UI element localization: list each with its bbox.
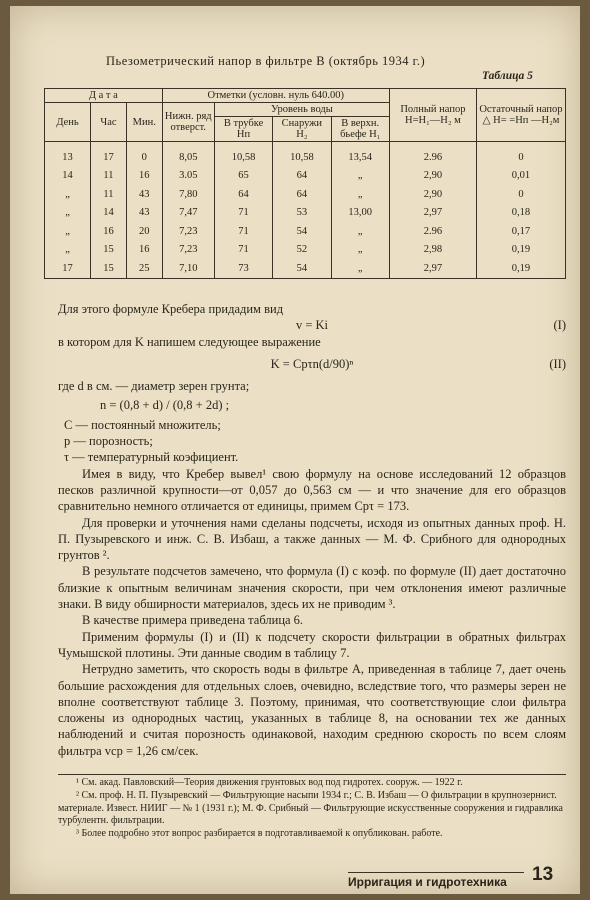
- cell-minute: 43: [126, 185, 162, 204]
- cell-lower: 7,10: [162, 259, 214, 278]
- formula-1: [58, 317, 566, 333]
- table-row: [45, 185, 566, 204]
- cell-hour: 15: [91, 241, 127, 260]
- cell-outside: 52: [273, 241, 331, 260]
- paragraph: Применим формулы (I) и (II) к подсчету скорости фильтрации в обратных фильтрах Чумышской плотины. Эти данные сводим в таблицу 7.: [58, 629, 566, 660]
- table-row: [45, 142, 566, 167]
- cell-minute: 43: [126, 204, 162, 223]
- cell-day: 13: [45, 142, 91, 167]
- cell-hour: 11: [91, 185, 127, 204]
- footnotes: [58, 774, 566, 841]
- cell-lower: 8,05: [162, 142, 214, 167]
- text-line: p — порозность;: [64, 434, 153, 449]
- paragraph: Нетрудно заметить, что скорость воды в фильтре А, приведенная в таблице 7, дает очень большие расхождения для отдельных слоев, очевидно, вследствие того, что размеры зерен не вполне соответствуют таблице 3. Поэтому, принимая, что соответствующие слои фильтра сложены из однородных частиц, указанных в таблице 8, на основании тех же данных наблюдений и считая порозность одинаковой, находим среднюю скорость по всем слоям фильтра vср = 1,26 см/сек.: [58, 662, 566, 758]
- header-water-level: Уровень воды: [214, 103, 389, 117]
- header-date: Д а т а: [45, 89, 163, 103]
- header-full-head: Полный напор H=H₁—H₂ м: [389, 89, 476, 142]
- text-line: C — постоянный множитель;: [64, 417, 221, 432]
- cell-residual-head: 0,19: [476, 259, 565, 278]
- body-text: [58, 301, 566, 759]
- cell-residual-head: 0: [476, 142, 565, 167]
- cell-full-head: 2.96: [389, 222, 476, 241]
- formula-3: n = (0,8 + d) / (0,8 + 2d) ;: [100, 398, 230, 413]
- text-line: τ — температурный коэфициент.: [64, 450, 239, 465]
- text-line: Для этого формуле Кребера придадим вид: [58, 302, 284, 316]
- cell-full-head: 2,97: [389, 204, 476, 223]
- header-minute: Мин.: [126, 103, 162, 142]
- header-upper-pool: В верхн. бьефе H₁: [331, 117, 389, 142]
- cell-residual-head: 0,19: [476, 241, 565, 260]
- cell-outside: 54: [273, 259, 331, 278]
- cell-tube: 73: [214, 259, 272, 278]
- cell-hour: 17: [91, 142, 127, 167]
- cell-hour: 15: [91, 259, 127, 278]
- cell-outside: 54: [273, 222, 331, 241]
- text-line: где d в см. — диаметр зерен грунта;: [58, 379, 250, 394]
- cell-lower: 7,80: [162, 185, 214, 204]
- cell-full-head: 2,90: [389, 185, 476, 204]
- paragraph: В результате подсчетов замечено, что формула (I) с коэф. по формуле (II) дает достаточно близкие к опытным величинам значения скорости, при чем отклонения имеют различные знаки. В виду обширности материалов, здесь их не приводим ³.: [58, 564, 566, 612]
- formula-2: [58, 356, 566, 372]
- cell-upper: „: [331, 241, 389, 260]
- cell-upper: „: [331, 259, 389, 278]
- cell-upper: 13,00: [331, 204, 389, 223]
- cell-lower: 3.05: [162, 167, 214, 186]
- cell-minute: 25: [126, 259, 162, 278]
- formula-expression: K = Cpτn(d/90)ⁿ: [270, 356, 354, 371]
- cell-lower: 7,23: [162, 222, 214, 241]
- journal-title: Ирригация и гидротехника: [348, 872, 524, 889]
- cell-residual-head: 0: [476, 185, 565, 204]
- cell-tube: 10,58: [214, 142, 272, 167]
- cell-minute: 16: [126, 167, 162, 186]
- cell-day: „: [45, 204, 91, 223]
- cell-lower: 7,47: [162, 204, 214, 223]
- cell-lower: 7,23: [162, 241, 214, 260]
- header-lower-row: Нижн. ряд отверст.: [162, 103, 214, 142]
- cell-outside: 10,58: [273, 142, 331, 167]
- cell-tube: 64: [214, 185, 272, 204]
- text-line: в котором для K напишем следующее выражение: [58, 334, 321, 349]
- cell-minute: 16: [126, 241, 162, 260]
- paragraph: Для проверки и уточнения нами сделаны подсчеты, исходя из опытных данных проф. Н. П. Пузыревского и инж. С. В. Избаш, а также данных — М. Ф. Срибного для однородных грунтов ².: [58, 515, 566, 563]
- cell-residual-head: 0,18: [476, 204, 565, 223]
- header-residual-head: Остаточный напор △ H= =Hп —H₂м: [476, 89, 565, 142]
- cell-outside: 64: [273, 167, 331, 186]
- cell-minute: 20: [126, 222, 162, 241]
- cell-hour: 11: [91, 167, 127, 186]
- cell-outside: 64: [273, 185, 331, 204]
- header-hour: Час: [91, 103, 127, 142]
- cell-full-head: 2,97: [389, 259, 476, 278]
- cell-upper: 13,54: [331, 142, 389, 167]
- formula-number: (II): [549, 356, 566, 371]
- footnote-3: ³ Более подробно этот вопрос разбирается в подготавливаемой к опубликован. работе.: [76, 828, 443, 840]
- cell-full-head: 2,90: [389, 167, 476, 186]
- page-number: 13: [532, 864, 554, 885]
- table-row: [45, 204, 566, 223]
- cell-day: „: [45, 185, 91, 204]
- formula-number: (I): [553, 318, 566, 333]
- cell-minute: 0: [126, 142, 162, 167]
- cell-day: „: [45, 222, 91, 241]
- cell-tube: 71: [214, 204, 272, 223]
- cell-day: 14: [45, 167, 91, 186]
- table-row: [45, 167, 566, 186]
- cell-day: „: [45, 241, 91, 260]
- cell-hour: 14: [91, 204, 127, 223]
- table-label: Таблица 5: [482, 70, 533, 82]
- cell-full-head: 2.96: [389, 142, 476, 167]
- table-row: [45, 222, 566, 241]
- cell-full-head: 2,98: [389, 241, 476, 260]
- cell-upper: „: [331, 167, 389, 186]
- cell-residual-head: 0,17: [476, 222, 565, 241]
- cell-residual-head: 0,01: [476, 167, 565, 186]
- footnote-2: ² См. проф. Н. П. Пузыревский — Фильтрующие насыпи 1934 г.; С. В. Избаш — О фильтрации в крупнозернист. материале. Извест. НИИГ — № 1 (1931 г.); М. Ф. Срибный — Фильтрующие искусственные сооружения и гидравлика турбулентн. фильтрации.: [58, 789, 563, 827]
- cell-tube: 71: [214, 222, 272, 241]
- table-row: [45, 259, 566, 278]
- cell-hour: 16: [91, 222, 127, 241]
- header-tube: В трубке Нп: [214, 117, 272, 142]
- footnote-1: ¹ См. акад. Павловский—Теория движения грунтовых вод под гидротех. сооруж. — 1922 г.: [76, 777, 463, 788]
- cell-outside: 53: [273, 204, 331, 223]
- header-day: День: [45, 103, 91, 142]
- header-outside: Снаружи H₂: [273, 117, 331, 142]
- cell-day: 17: [45, 259, 91, 278]
- cell-tube: 71: [214, 241, 272, 260]
- paragraph: Имея в виду, что Кребер вывел¹ свою формулу на основе исследований 12 образцов песков различной крупности—от 0,057 до 0,563 см — и что значение для его образцов сравнительно немного отличается от единицы, примем Cpτ = 173.: [58, 466, 566, 514]
- table-caption: Пьезометрический напор в фильтре В (октябрь 1934 г.): [106, 54, 426, 68]
- piezometric-table: [44, 88, 566, 279]
- cell-tube: 65: [214, 167, 272, 186]
- cell-upper: „: [331, 185, 389, 204]
- table-row: [45, 241, 566, 260]
- cell-upper: „: [331, 222, 389, 241]
- formula-expression: v = Ki: [295, 318, 329, 333]
- paragraph: В качестве примера приведена таблица 6.: [82, 613, 304, 628]
- book-page: [10, 6, 580, 894]
- header-marks: Отметки (условн. нуль 640.00): [162, 89, 389, 103]
